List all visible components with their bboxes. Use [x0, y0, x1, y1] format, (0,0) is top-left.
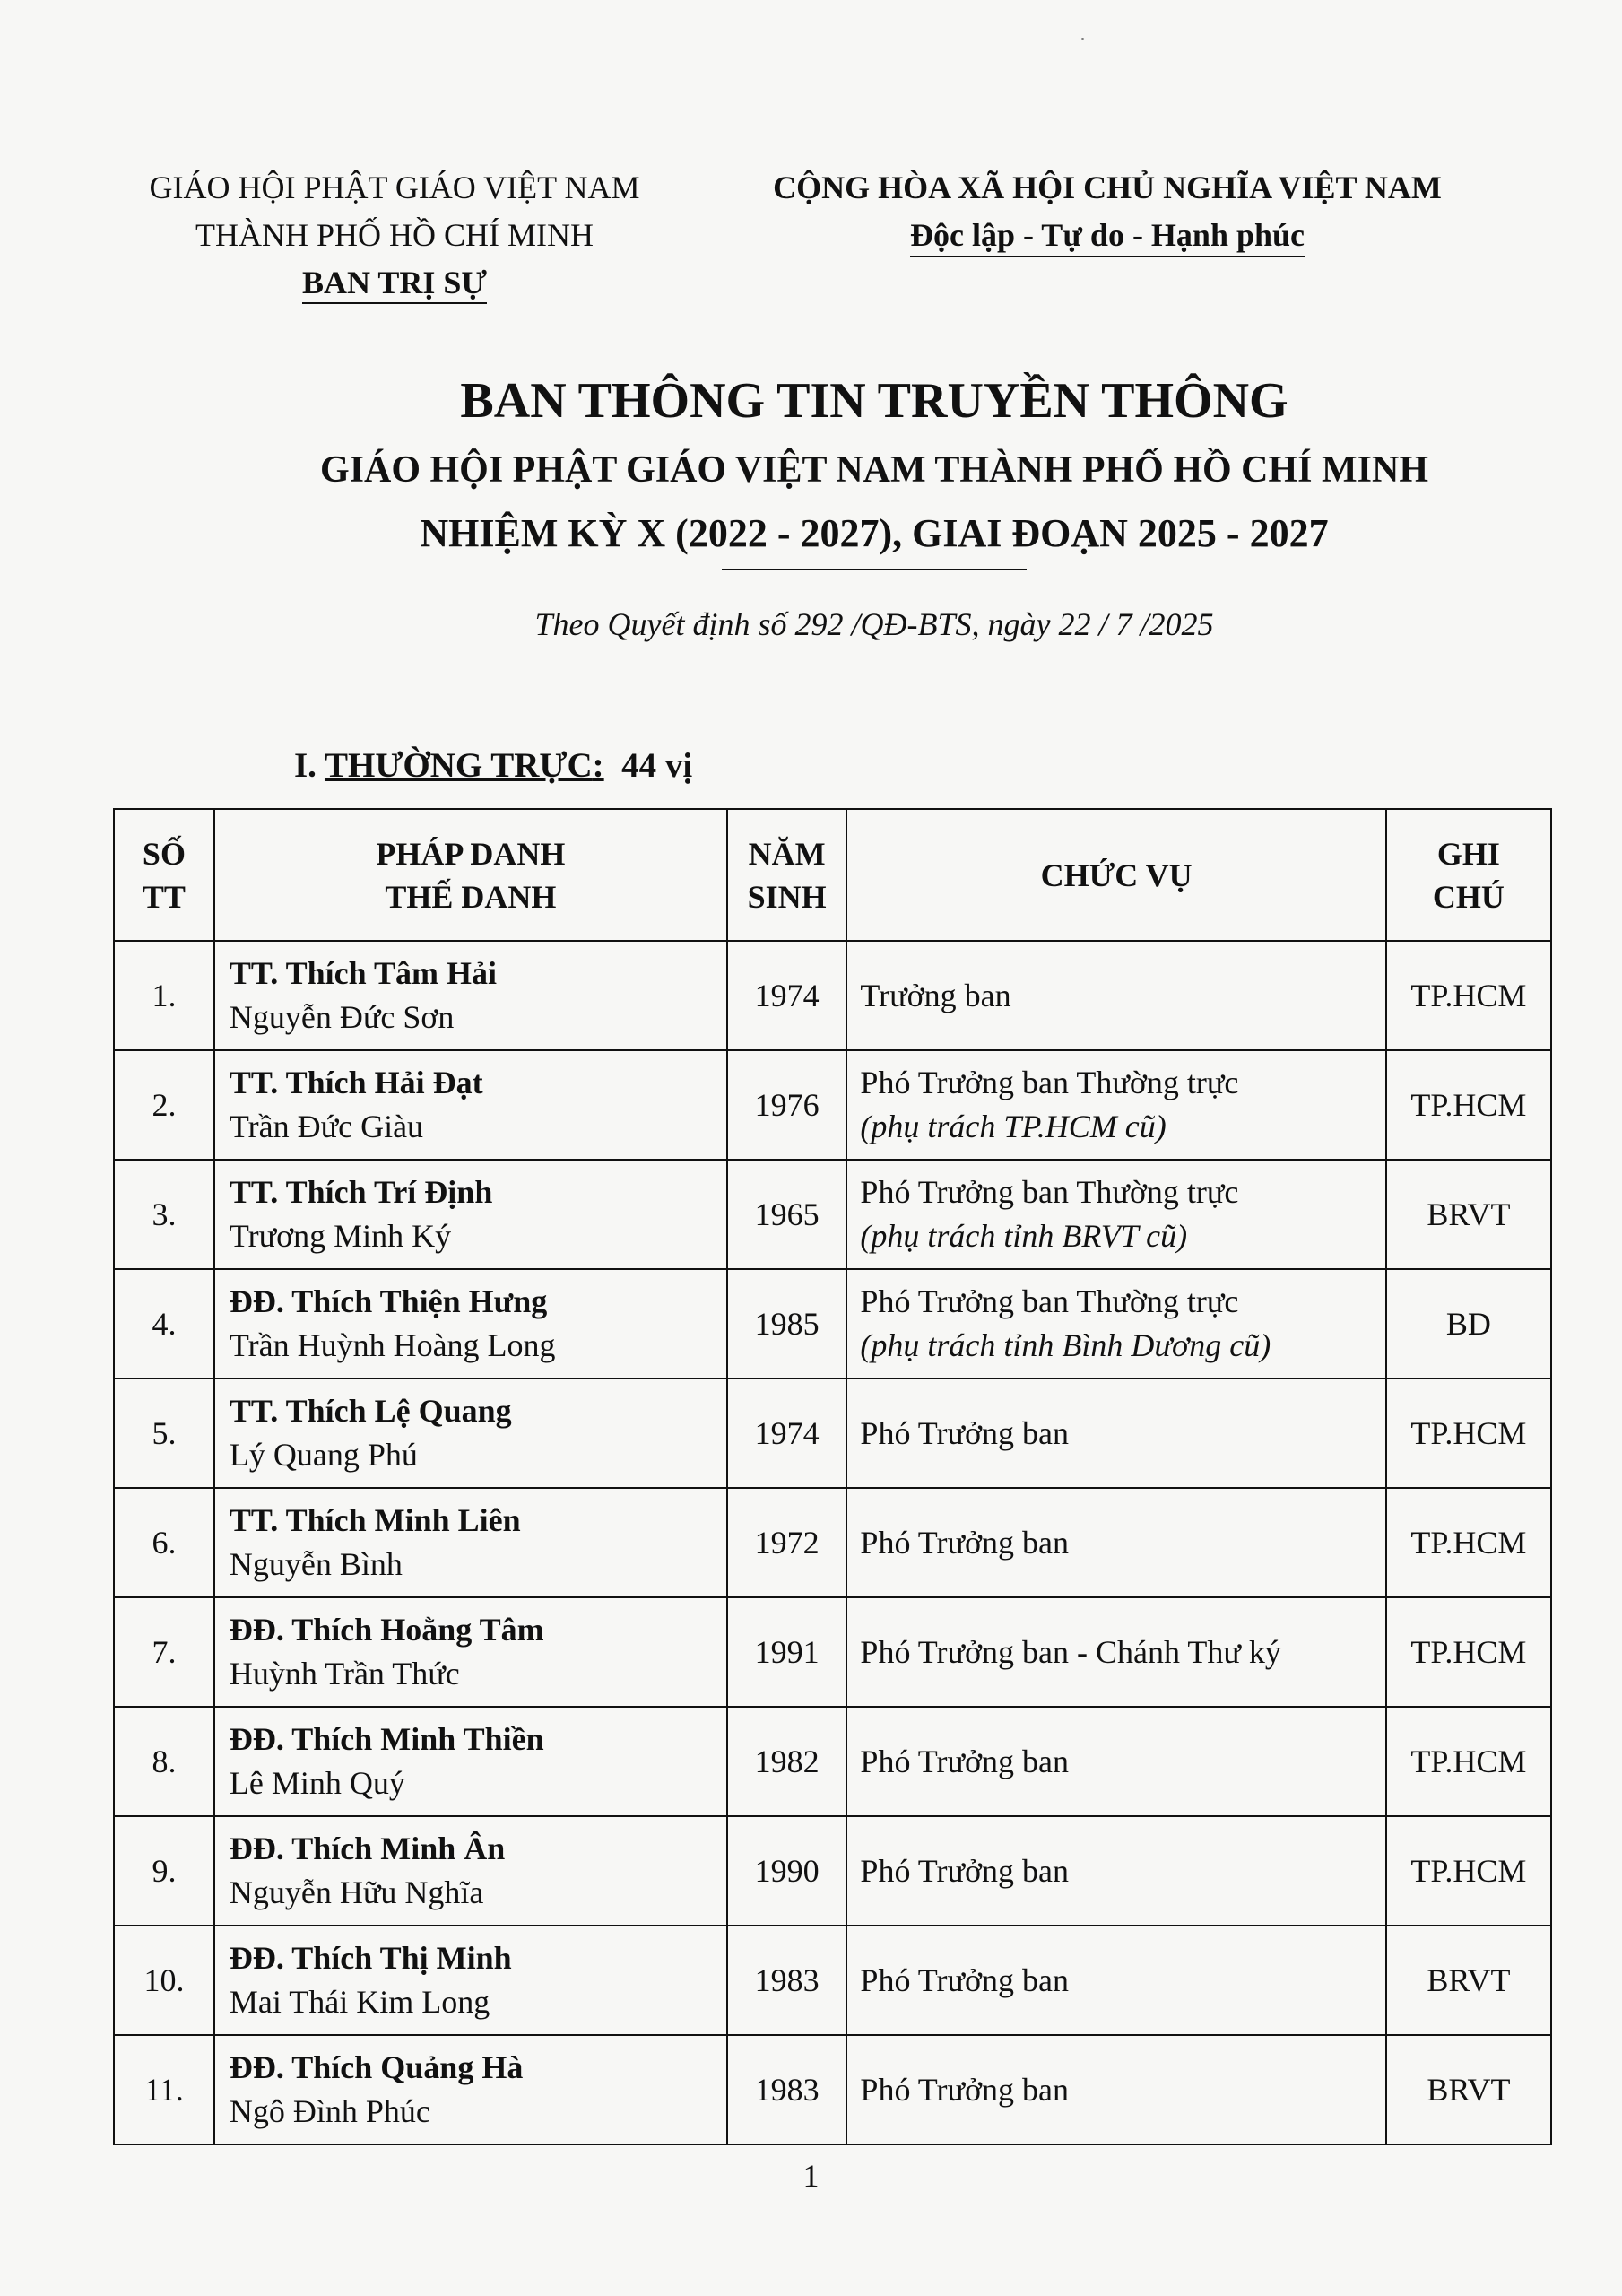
cell-name — [214, 1378, 727, 1488]
cell-note: TP.HCM — [1386, 1378, 1551, 1488]
cell-position — [846, 1488, 1385, 1597]
header-name — [214, 809, 727, 941]
role-title: Phó Trưởng ban — [860, 2071, 1070, 2108]
dharma-name: TT. Thích Lệ Quang — [229, 1393, 512, 1429]
cell-no: 7. — [114, 1597, 214, 1707]
cell-note: TP.HCM — [1386, 941, 1551, 1050]
table-row — [114, 2035, 1551, 2144]
cell-name — [214, 1488, 727, 1597]
dharma-name: TT. Thích Tâm Hải — [229, 955, 497, 991]
org-city: THÀNH PHỐ HỒ CHÍ MINH — [195, 217, 594, 253]
section-label: THƯỜNG TRỰC — [324, 746, 593, 785]
dharma-name: ĐĐ. Thích Minh Thiền — [229, 1721, 544, 1757]
secular-name: Huỳnh Trần Thức — [229, 1656, 460, 1692]
document-title — [134, 363, 1614, 570]
dharma-name: ĐĐ. Thích Quảng Hà — [229, 2049, 524, 2085]
table-row — [114, 1269, 1551, 1378]
dharma-name: TT. Thích Trí Định — [229, 1174, 493, 1210]
cell-name — [214, 1597, 727, 1707]
title-line-3: NHIỆM KỲ X (2022 - 2027), GIAI ĐOẠN 2025 - 2027 — [420, 511, 1329, 555]
cell-birth-year: 1983 — [727, 2035, 847, 2144]
secular-name: Nguyễn Bình — [229, 1546, 403, 1582]
header-year-line2: SINH — [747, 878, 827, 915]
section-heading — [294, 745, 692, 786]
cell-no: 1. — [114, 941, 214, 1050]
cell-position — [846, 1269, 1385, 1378]
secular-name: Trần Đức Giàu — [229, 1109, 424, 1144]
cell-position — [846, 1926, 1385, 2035]
role-responsibility: (phụ trách tỉnh Bình Dương cũ) — [860, 1327, 1271, 1363]
table-row — [114, 1378, 1551, 1488]
role-title: Phó Trưởng ban — [860, 1743, 1070, 1779]
cell-position — [846, 1378, 1385, 1488]
header-no-line2: TT — [142, 878, 186, 915]
cell-birth-year: 1974 — [727, 941, 847, 1050]
header-note-line1: GHI — [1436, 835, 1500, 872]
cell-name — [214, 2035, 727, 2144]
cell-position — [846, 941, 1385, 1050]
cell-no: 6. — [114, 1488, 214, 1597]
cell-name — [214, 1269, 727, 1378]
header-name-line2: THẾ DANH — [385, 878, 557, 915]
secular-name: Lê Minh Quý — [229, 1765, 405, 1801]
cell-position — [846, 1050, 1385, 1160]
table-row — [114, 941, 1551, 1050]
cell-note: BD — [1386, 1269, 1551, 1378]
secular-name: Lý Quang Phú — [229, 1437, 418, 1473]
dharma-name: TT. Thích Hải Đạt — [229, 1065, 483, 1100]
cell-position — [846, 1160, 1385, 1269]
cell-note: BRVT — [1386, 1160, 1551, 1269]
cell-no: 5. — [114, 1378, 214, 1488]
role-title: Phó Trưởng ban — [860, 1961, 1070, 1998]
cell-birth-year: 1972 — [727, 1488, 847, 1597]
cell-no: 8. — [114, 1707, 214, 1816]
cell-name — [214, 1160, 727, 1269]
role-title: Phó Trưởng ban - Chánh Thư ký — [860, 1633, 1281, 1670]
secular-name: Nguyễn Hữu Nghĩa — [229, 1874, 484, 1910]
cell-position — [846, 1707, 1385, 1816]
national-heading — [753, 164, 1462, 259]
decision-reference: Theo Quyết định số 292 /QĐ-BTS, ngày 22 / 7 /2025 — [534, 606, 1214, 642]
table-header-row — [114, 809, 1551, 941]
table-row — [114, 1160, 1551, 1269]
title-line-1: BAN THÔNG TIN TRUYỀN THÔNG — [460, 373, 1288, 429]
members-table — [113, 808, 1552, 2145]
role-title: Phó Trưởng ban Thường trực — [860, 1174, 1239, 1210]
country-name: CỘNG HÒA XÃ HỘI CHỦ NGHĨA VIỆT NAM — [773, 170, 1442, 205]
table-row — [114, 1707, 1551, 1816]
scan-speck — [1081, 38, 1084, 40]
header-note — [1386, 809, 1551, 941]
cell-birth-year: 1965 — [727, 1160, 847, 1269]
org-name: GIÁO HỘI PHẬT GIÁO VIỆT NAM — [149, 170, 640, 205]
header-no-line1: SỐ — [142, 835, 186, 872]
table-row — [114, 1488, 1551, 1597]
role-responsibility: (phụ trách tỉnh BRVT cũ) — [860, 1218, 1188, 1254]
cell-birth-year: 1982 — [727, 1707, 847, 1816]
section-count: 44 vị — [621, 746, 693, 785]
table-row — [114, 1050, 1551, 1160]
header-name-line1: PHÁP DANH — [376, 835, 566, 872]
org-committee: BAN TRỊ SỰ — [302, 263, 487, 304]
secular-name: Trương Minh Ký — [229, 1218, 452, 1254]
cell-note: TP.HCM — [1386, 1816, 1551, 1926]
section-colon: : — [592, 746, 604, 785]
section-number: I. — [294, 746, 325, 785]
cell-no: 3. — [114, 1160, 214, 1269]
cell-note: TP.HCM — [1386, 1050, 1551, 1160]
cell-note: BRVT — [1386, 1926, 1551, 2035]
cell-birth-year: 1976 — [727, 1050, 847, 1160]
dharma-name: ĐĐ. Thích Hoằng Tâm — [229, 1612, 544, 1648]
cell-note: TP.HCM — [1386, 1488, 1551, 1597]
role-title: Trưởng ban — [860, 977, 1011, 1013]
secular-name: Ngô Đình Phúc — [229, 2093, 430, 2129]
national-motto: Độc lập - Tự do - Hạnh phúc — [910, 214, 1305, 257]
header-note-line2: CHÚ — [1432, 878, 1505, 915]
dharma-name: ĐĐ. Thích Thiện Hưng — [229, 1283, 548, 1319]
table-row — [114, 1926, 1551, 2035]
cell-name — [214, 1050, 727, 1160]
cell-birth-year: 1991 — [727, 1597, 847, 1707]
secular-name: Mai Thái Kim Long — [229, 1984, 490, 2020]
cell-no: 11. — [114, 2035, 214, 2144]
cell-name — [214, 1926, 727, 2035]
table-row — [114, 1597, 1551, 1707]
cell-name — [214, 941, 727, 1050]
cell-name — [214, 1816, 727, 1926]
role-title: Phó Trưởng ban — [860, 1852, 1070, 1889]
title-line-2: GIÁO HỘI PHẬT GIÁO VIỆT NAM THÀNH PHỐ HỒ CHÍ MINH — [319, 449, 1429, 491]
cell-note: BRVT — [1386, 2035, 1551, 2144]
cell-no: 2. — [114, 1050, 214, 1160]
dharma-name: TT. Thích Minh Liên — [229, 1502, 521, 1538]
issuing-organization — [134, 164, 655, 307]
header-year — [727, 809, 847, 941]
cell-note: TP.HCM — [1386, 1707, 1551, 1816]
role-title: Phó Trưởng ban — [860, 1524, 1070, 1561]
cell-no: 10. — [114, 1926, 214, 2035]
cell-no: 4. — [114, 1269, 214, 1378]
cell-no: 9. — [114, 1816, 214, 1926]
cell-note: TP.HCM — [1386, 1597, 1551, 1707]
table-body — [114, 941, 1551, 2144]
cell-birth-year: 1974 — [727, 1378, 847, 1488]
page-number: 1 — [802, 2158, 820, 2194]
table-row — [114, 1816, 1551, 1926]
role-title: Phó Trưởng ban — [860, 1414, 1070, 1451]
secular-name: Nguyễn Đức Sơn — [229, 999, 455, 1035]
header-role-label: CHỨC VỤ — [1040, 857, 1193, 893]
cell-position — [846, 1816, 1385, 1926]
header-year-line1: NĂM — [748, 835, 826, 872]
dharma-name: ĐĐ. Thích Minh Ân — [229, 1831, 506, 1866]
dharma-name: ĐĐ. Thích Thị Minh — [229, 1940, 512, 1976]
cell-birth-year: 1985 — [727, 1269, 847, 1378]
cell-birth-year: 1990 — [727, 1816, 847, 1926]
cell-position — [846, 2035, 1385, 2144]
title-underline — [722, 569, 1027, 570]
secular-name: Trần Huỳnh Hoàng Long — [229, 1327, 556, 1363]
cell-position — [846, 1597, 1385, 1707]
cell-birth-year: 1983 — [727, 1926, 847, 2035]
role-responsibility: (phụ trách TP.HCM cũ) — [860, 1109, 1167, 1144]
cell-name — [214, 1707, 727, 1816]
role-title: Phó Trưởng ban Thường trực — [860, 1065, 1239, 1100]
role-title: Phó Trưởng ban Thường trực — [860, 1283, 1239, 1319]
header-no — [114, 809, 214, 941]
header-role — [846, 809, 1385, 941]
